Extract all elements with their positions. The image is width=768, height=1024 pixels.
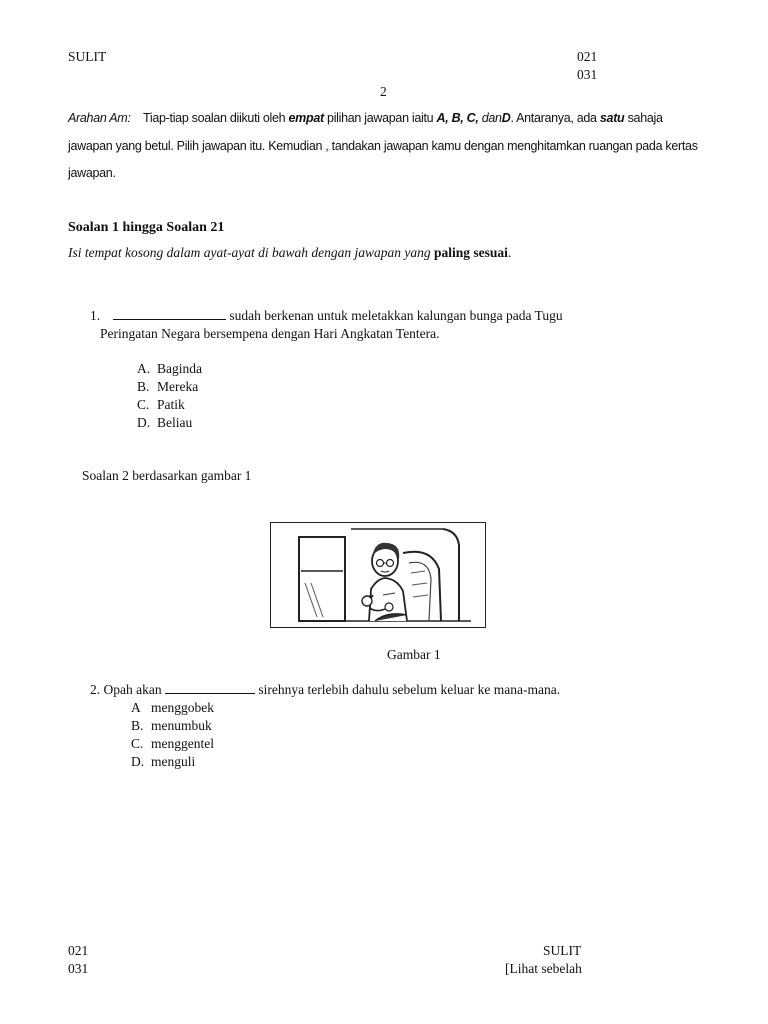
question-1-option-c: C. Patik	[137, 397, 185, 412]
header-code-1: 021	[577, 49, 598, 64]
choices-abc: A, B, C,	[436, 111, 479, 125]
window-glint	[305, 583, 317, 617]
question-1-option-d: D. Beliau	[137, 415, 193, 430]
grandmother-illustration	[271, 523, 484, 626]
header-sulit: SULIT	[68, 49, 107, 64]
instructions-line-1: Arahan Am: Tiap-tiap soalan diikuti oleh empat pilihan jawapan iaitu A, B, C, danD. Antaranya, ada satu sahaja	[68, 111, 663, 125]
footer-code-1: 021	[68, 943, 89, 958]
question-2-option-a: A menggobek	[131, 700, 214, 715]
instructions-line-2: jawapan yang betul. Pilih jawapan itu. Kemudian , tandakan jawapan kamu dengan menghitamkan ruangan pada kertas	[68, 139, 698, 153]
question-1-line-1: sudah berkenan untuk meletakkan kalungan bunga pada Tugu	[113, 307, 563, 325]
header-code-2: 031	[577, 67, 598, 82]
word-empat: empat	[288, 111, 324, 125]
question-2-option-d: D. menguli	[131, 754, 196, 769]
armchair	[403, 552, 441, 621]
footer-sulit: SULIT	[543, 943, 582, 958]
picture-intro: Soalan 2 berdasarkan gambar 1	[82, 468, 252, 483]
curtain	[443, 529, 459, 621]
instructions-line-3: jawapan.	[68, 166, 116, 180]
question-2-option-b: B. menumbuk	[131, 718, 212, 733]
word-satu: satu	[599, 111, 625, 125]
question-1-option-b: B. Mereka	[137, 379, 199, 394]
question-1-number: 1.	[90, 308, 101, 323]
section-instruction: Isi tempat kosong dalam ayat-ayat di bawah dengan jawapan yang paling sesuai.	[68, 245, 512, 260]
question-2-line: 2. Opah akan sirehnya terlebih dahulu sebelum keluar ke mana-mana.	[90, 682, 561, 697]
question-1-option-a: A. Baginda	[137, 361, 202, 376]
section-title: Soalan 1 hingga Soalan 21	[68, 220, 225, 235]
answer-blank	[165, 682, 255, 694]
instructions-label: Arahan Am:	[68, 111, 131, 125]
footer-code-2: 031	[68, 961, 89, 976]
section-instruction-bold: paling sesuai	[433, 245, 508, 260]
footer-lihat-sebelah: [Lihat sebelah	[505, 961, 582, 976]
person-hand	[362, 596, 372, 606]
question-1-line-2: Peringatan Negara bersempena dengan Hari Angkatan Tentera.	[100, 326, 440, 341]
answer-blank	[113, 308, 226, 320]
page-number: 2	[380, 84, 387, 99]
picture-caption: Gambar 1	[387, 647, 441, 662]
question-2-option-c: C. menggentel	[131, 736, 214, 751]
question-2-number: 2.	[90, 682, 101, 697]
picture-gambar-1	[270, 522, 486, 628]
window-frame	[299, 537, 345, 621]
